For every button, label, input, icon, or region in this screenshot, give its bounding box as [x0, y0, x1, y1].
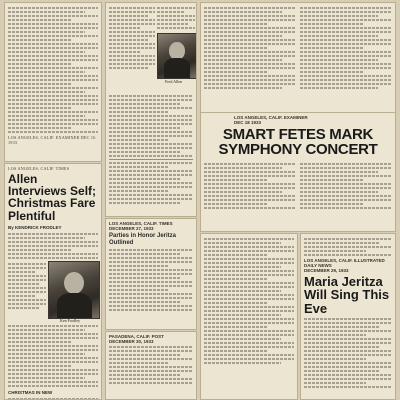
photo-caption: Fred Allen: [165, 79, 182, 84]
clipping-headline: Maria Jeritza Will Sing This Eve: [304, 274, 390, 316]
portrait-photo: [157, 33, 197, 79]
clipping-concert-column: [200, 233, 298, 400]
portrait-photo: [48, 261, 100, 319]
clipping-source: LOS ANGELES, CALIF. ILLUSTRATED DAILY NEWS: [304, 258, 385, 268]
clipping-parties-jeritza: [105, 218, 197, 330]
clipping-source: PASADENA, CALIF. POST: [109, 334, 164, 339]
clipping-top-middle: [105, 2, 197, 217]
clipping-pasadena: [105, 331, 197, 400]
clipping-source: LOS ANGELES, CALIF. TIMES: [109, 221, 173, 226]
clipping-allen-interviews: [4, 163, 102, 400]
clipping-source: LOS ANGELES, CALIF. EXAMINER DEC 16 1933: [8, 135, 96, 145]
clipping-top-left: [4, 2, 102, 162]
clipping-headline: Parties in Honor Jeritza Outlined: [109, 233, 177, 246]
clipping-top-right: [200, 2, 396, 117]
clipping-smart-fetes: [200, 112, 396, 232]
clipping-maria-jeritza: [300, 233, 396, 400]
clipping-headline: Allen Interviews Self; Christmas Fare Plentiful: [8, 172, 97, 223]
clipping-date: DEC 18 1933: [234, 120, 262, 125]
clipping-date: DECEMBER 29, 1933: [304, 268, 349, 273]
photo-caption: Ken Frodley: [60, 317, 81, 323]
clipping-source: LOS ANGELES, CALIF. TIMES: [8, 166, 70, 171]
clipping-date: DECEMBER 27, 1933: [109, 226, 154, 231]
clipping-headline: SMART FETES MARK SYMPHONY CONCERT: [218, 126, 378, 159]
clipping-byline: By KENDRICK FRODLEY: [8, 224, 62, 230]
clipping-source: LOS ANGELES, CALIF. EXAMINER: [234, 115, 308, 120]
section-heading: CHRISTMAS IN NEW: [8, 389, 53, 395]
clipping-date: DECEMBER 30, 1933: [109, 339, 154, 344]
